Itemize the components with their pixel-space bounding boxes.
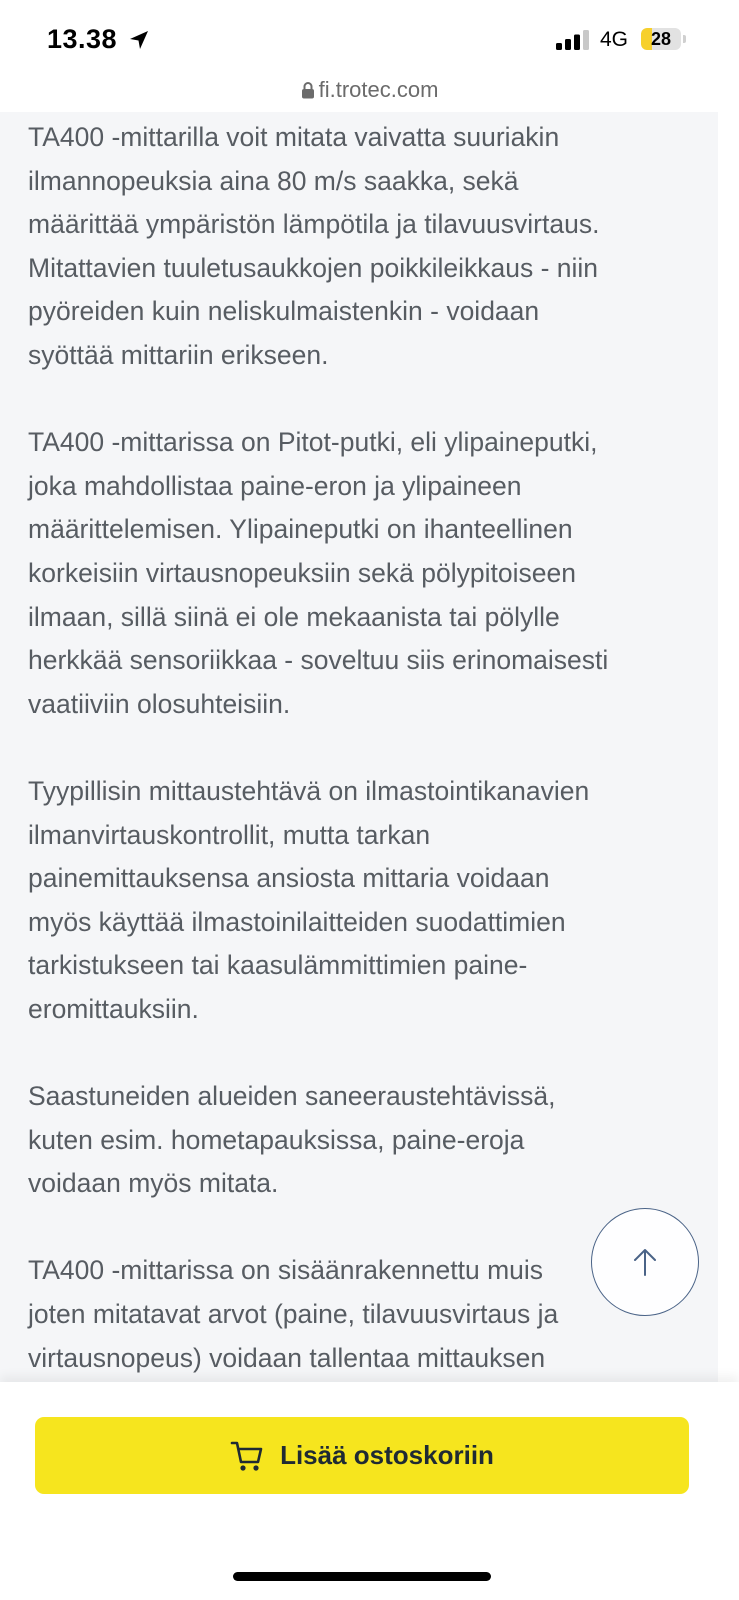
text-line: Tyypillisin mittaustehtävä on ilmastointikanavien — [28, 775, 590, 806]
text-line: määrittelemisen. Ylipaineputki on ihanteellinen — [28, 514, 573, 545]
page-content[interactable] — [0, 112, 718, 1382]
battery-icon — [641, 28, 681, 50]
add-to-cart-button[interactable] — [35, 1417, 689, 1494]
arrow-up-icon — [632, 1247, 658, 1277]
text-line: ilmannopeuksia aina 80 m/s saakka, sekä — [28, 165, 519, 196]
network-type: 4G — [600, 28, 629, 51]
text-line: korkeisiin virtausnopeuksiin sekä pölypitoiseen — [28, 557, 576, 588]
paragraph — [28, 770, 708, 1032]
status-bar — [0, 0, 739, 72]
text-line: syöttää mittariin erikseen. — [28, 339, 329, 370]
battery-cap — [683, 35, 686, 43]
bottom-bar — [0, 1382, 739, 1600]
text-line: ilmaan, sillä siinä ei ole mekaanista tai pölylle — [28, 601, 560, 632]
text-line: TA400 -mittarissa on sisäänrakennettu muis — [28, 1255, 544, 1286]
home-indicator[interactable] — [233, 1572, 491, 1581]
text-line: ilmanvirtauskontrollit, mutta tarkan — [28, 819, 431, 850]
text-line: Mitattavien tuuletusaukkojen poikkileikkaus - niin — [28, 252, 599, 283]
address-bar[interactable] — [0, 72, 739, 112]
address-url: fi.trotec.com — [318, 77, 439, 102]
status-time: 13.38 — [47, 24, 118, 54]
paragraph — [28, 1075, 708, 1206]
text-line: voidaan myös mitata. — [28, 1168, 279, 1199]
text-line: herkkää sensoriikkaa - soveltuu siis erinomaisesti — [28, 645, 609, 676]
text-line: TA400 -mittarilla voit mitata vaivatta suuriakin — [28, 122, 560, 152]
paragraph — [28, 421, 708, 726]
text-line: TA400 -mittarissa on Pitot-putki, eli ylipaineputki, — [28, 427, 598, 458]
battery-level: 28 — [650, 29, 672, 49]
text-line: kuten esim. hometapauksissa, paine-eroja — [28, 1124, 525, 1155]
text-line: Saastuneiden alueiden saneeraustehtävissä, — [28, 1081, 556, 1112]
add-to-cart-label: Lisää ostoskoriin — [280, 1440, 494, 1470]
lock-icon — [301, 81, 315, 99]
scroll-to-top-button[interactable] — [591, 1208, 699, 1316]
text-line: tarkistukseen tai kaasulämmittimien paine- — [28, 950, 528, 981]
text-line: eromittauksiin. — [28, 993, 199, 1024]
text-line: pyöreiden kuin neliskulmaistenkin - voidaan — [28, 296, 540, 327]
paragraph — [28, 116, 708, 378]
text-line: vaatiiviin olosuhteisiin. — [28, 688, 291, 719]
text-line: joka mahdollistaa paine-eron ja ylipaineen — [28, 470, 522, 501]
address-inner — [301, 77, 439, 103]
shopping-cart-icon — [230, 1439, 264, 1473]
scrollbar-track[interactable] — [718, 112, 739, 1382]
text-line: myös käyttää ilmastoinilaitteiden suodattimien — [28, 906, 566, 937]
text-line: määrittää ympäristön lämpötila ja tilavuusvirtaus. — [28, 209, 600, 240]
location-arrow-icon — [127, 28, 151, 52]
product-description — [28, 116, 708, 1382]
text-line: joten mitatavat arvot (paine, tilavuusvirtaus ja — [28, 1299, 559, 1330]
text-line: painemittauksensa ansiosta mittaria voidaan — [28, 863, 550, 894]
signal-bars-icon — [556, 30, 590, 50]
text-line: virtausnopeus) voidaan tallentaa mittauksen — [28, 1342, 546, 1373]
